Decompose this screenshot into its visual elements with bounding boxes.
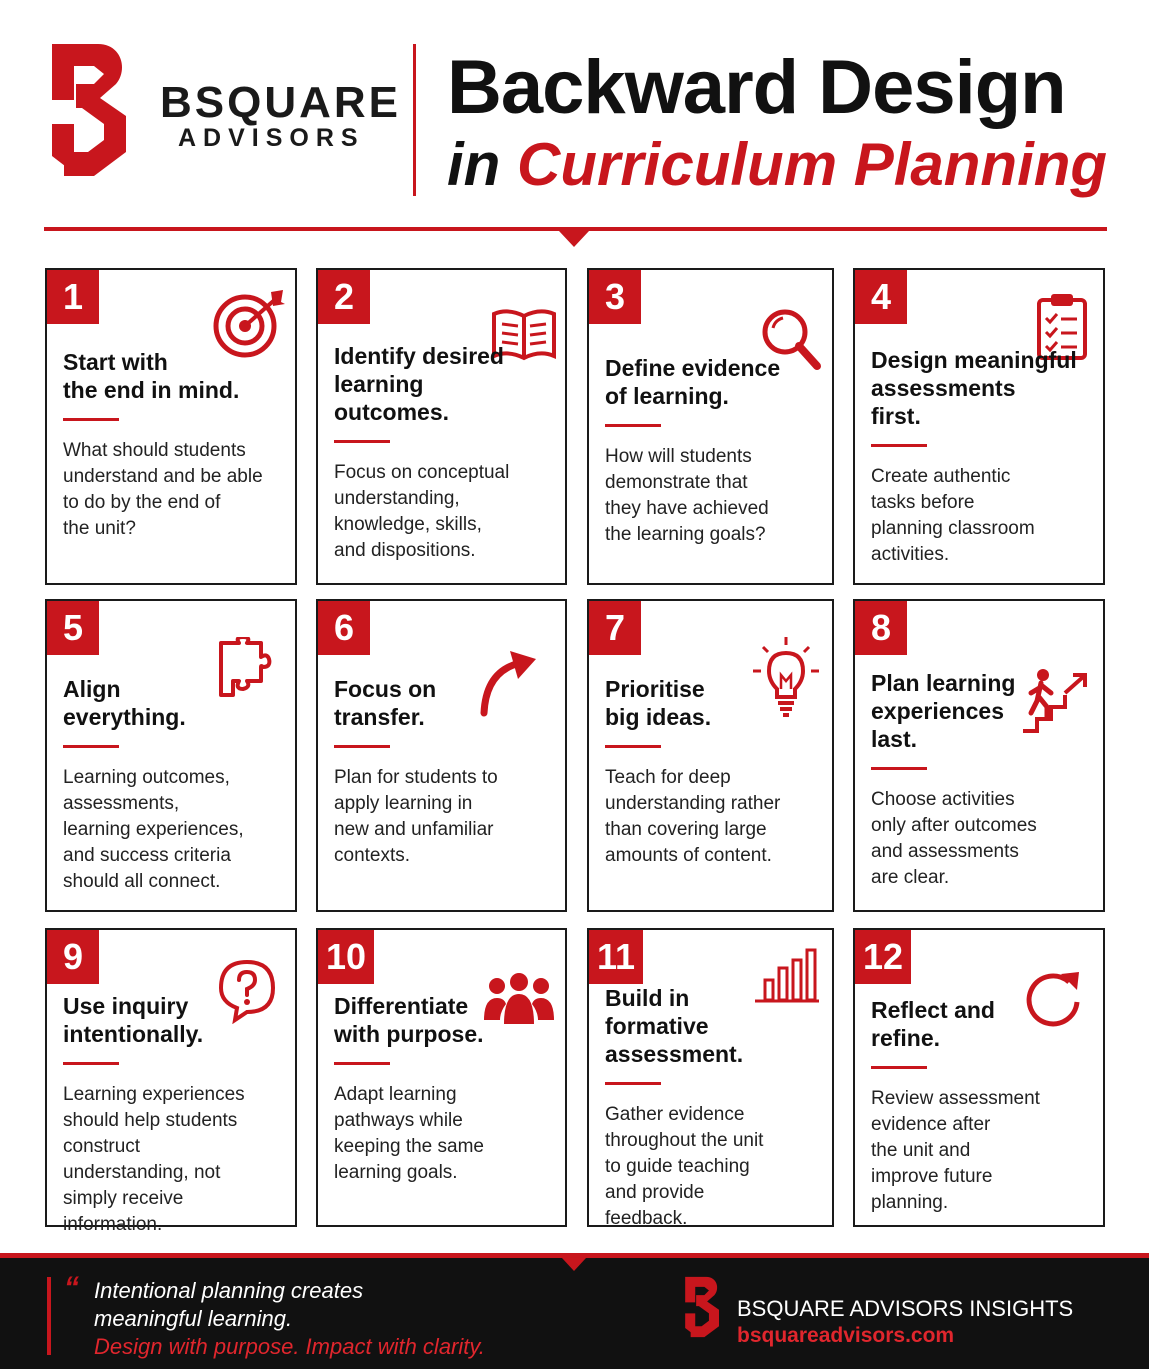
step-number-badge: 4 xyxy=(855,270,907,324)
card-description xyxy=(871,464,1093,568)
card-description-line: keeping the same xyxy=(334,1136,484,1157)
card-title xyxy=(63,348,239,404)
card-description-line: knowledge, skills, xyxy=(334,514,482,535)
card-title xyxy=(605,675,711,731)
card-description-line: feedback. xyxy=(605,1208,688,1229)
stairs-climber-icon xyxy=(1021,667,1089,737)
step-number-badge: 7 xyxy=(589,601,641,655)
footer-url-link[interactable]: bsquareadvisors.com xyxy=(737,1324,955,1347)
card-title-line: experiences xyxy=(871,698,1004,724)
card-title xyxy=(334,675,436,731)
card-divider xyxy=(63,1062,119,1065)
card-description xyxy=(63,1082,285,1238)
card-description-line: the unit? xyxy=(63,518,136,539)
card-description-line: contexts. xyxy=(334,845,411,866)
card-title xyxy=(334,992,484,1048)
card-description-line: to guide teaching xyxy=(605,1156,750,1177)
card-title-line: refine. xyxy=(871,1025,941,1051)
card-description-line: information. xyxy=(63,1214,163,1235)
card-description-line: planning classroom xyxy=(871,518,1035,539)
group-people-icon xyxy=(482,972,556,1024)
card-title-line: outcomes. xyxy=(334,399,450,425)
card-description xyxy=(334,460,555,564)
card-description-line: and success criteria xyxy=(63,845,231,866)
card-description-line: new and unfamiliar xyxy=(334,819,494,840)
card-description-line: Create authentic xyxy=(871,466,1011,487)
step-number-badge: 3 xyxy=(589,270,641,324)
card-step-10 xyxy=(316,928,567,1227)
card-description-line: Learning experiences xyxy=(63,1084,245,1105)
subtitle-prefix: in xyxy=(447,131,501,198)
card-description-line: understanding rather xyxy=(605,793,781,814)
card-title-line: learning xyxy=(334,371,424,397)
brand-name: BSQUARE xyxy=(160,78,402,127)
brand-sub: ADVISORS xyxy=(178,124,365,152)
card-description-line: understand and be able xyxy=(63,466,263,487)
step-number-badge: 1 xyxy=(47,270,99,324)
quote-line-3: Design with purpose. Impact with clarity. xyxy=(94,1334,485,1359)
card-title-line: formative xyxy=(605,1013,709,1039)
card-title-line: first. xyxy=(871,403,921,429)
card-step-8 xyxy=(853,599,1105,912)
card-description-line: the learning goals? xyxy=(605,524,766,545)
card-description xyxy=(334,765,555,869)
card-title-line: Design meaningful xyxy=(871,347,1077,373)
card-description xyxy=(871,787,1093,891)
bsquare-logo-icon xyxy=(48,40,134,180)
card-step-4 xyxy=(853,268,1105,585)
card-divider xyxy=(334,745,390,748)
card-description-line: Learning outcomes, xyxy=(63,767,230,788)
card-description-line: How will students xyxy=(605,446,752,467)
card-divider xyxy=(605,424,661,427)
question-bubble-icon xyxy=(217,958,277,1024)
header xyxy=(0,0,1149,250)
card-step-6 xyxy=(316,599,567,912)
card-step-7 xyxy=(587,599,834,912)
lightbulb-icon xyxy=(751,635,821,721)
card-description-line: Review assessment xyxy=(871,1088,1040,1109)
card-title-line: assessment. xyxy=(605,1041,744,1067)
card-title-line: assessments xyxy=(871,375,1016,401)
card-description-line: Focus on conceptual xyxy=(334,462,510,483)
card-title-line: Identify desired xyxy=(334,343,504,369)
card-description-line: What should students xyxy=(63,440,246,461)
card-title-line: intentionally. xyxy=(63,1021,204,1047)
card-title-line: with purpose. xyxy=(334,1021,484,1047)
card-description xyxy=(334,1082,555,1186)
card-step-9 xyxy=(45,928,297,1235)
step-number-badge: 12 xyxy=(855,930,911,984)
card-description-line: construct xyxy=(63,1136,141,1157)
card-description-line: are clear. xyxy=(871,867,950,888)
card-description-line: demonstrate that xyxy=(605,472,748,493)
card-description-line: only after outcomes xyxy=(871,815,1037,836)
card-description-line: apply learning in xyxy=(334,793,473,814)
card-description xyxy=(63,438,285,542)
curved-arrow-icon xyxy=(476,647,540,717)
header-divider xyxy=(413,44,416,196)
step-number-badge: 11 xyxy=(589,930,643,984)
card-step-2 xyxy=(316,268,567,585)
card-description-line: they have achieved xyxy=(605,498,769,519)
card-title xyxy=(871,669,1015,753)
card-description-line: to do by the end of xyxy=(63,492,221,513)
card-title-line: of learning. xyxy=(605,383,729,409)
page-subtitle xyxy=(447,130,1107,199)
card-description-line: activities. xyxy=(871,544,950,565)
card-step-1 xyxy=(45,268,297,585)
card-description xyxy=(871,1086,1093,1216)
card-description xyxy=(605,444,822,548)
card-description-line: assessments, xyxy=(63,793,180,814)
card-description-line: and dispositions. xyxy=(334,540,476,561)
step-number-badge: 6 xyxy=(318,601,370,655)
card-title-line: big ideas. xyxy=(605,704,712,730)
card-step-12 xyxy=(853,928,1105,1227)
card-description xyxy=(605,765,822,869)
card-divider xyxy=(63,418,119,421)
card-description-line: pathways while xyxy=(334,1110,463,1131)
card-divider xyxy=(334,1062,390,1065)
card-title-line: Build in xyxy=(605,985,690,1011)
quote-line-2: meaningful learning. xyxy=(94,1306,293,1331)
card-title xyxy=(871,996,995,1052)
card-description-line: understanding, xyxy=(334,488,460,509)
card-description-line: learning goals. xyxy=(334,1162,458,1183)
card-description-line: learning experiences, xyxy=(63,819,244,840)
card-description-line: should help students xyxy=(63,1110,238,1131)
card-description xyxy=(63,765,285,895)
card-description-line: Plan for students to xyxy=(334,767,498,788)
card-description-line: Choose activities xyxy=(871,789,1015,810)
header-notch xyxy=(559,231,589,247)
step-number-badge: 8 xyxy=(855,601,907,655)
card-description-line: Gather evidence xyxy=(605,1104,745,1125)
quote-mark-icon: “ xyxy=(64,1271,79,1304)
subtitle-highlight: Curriculum Planning xyxy=(517,131,1108,198)
card-description-line: planning. xyxy=(871,1192,949,1213)
card-title xyxy=(334,342,504,426)
card-title-line: Use inquiry xyxy=(63,993,189,1019)
card-description-line: Adapt learning xyxy=(334,1084,457,1105)
card-description-line: tasks before xyxy=(871,492,975,513)
card-title-line: Plan learning xyxy=(871,670,1016,696)
step-number-badge: 5 xyxy=(47,601,99,655)
card-title xyxy=(605,354,780,410)
quote-bar xyxy=(47,1277,51,1355)
card-description xyxy=(605,1102,822,1232)
step-number-badge: 9 xyxy=(47,930,99,984)
card-description-line: than covering large xyxy=(605,819,767,840)
footer xyxy=(0,1253,1149,1369)
card-divider xyxy=(605,1082,661,1085)
card-title xyxy=(871,346,1077,430)
card-divider xyxy=(871,444,927,447)
step-number-badge: 10 xyxy=(318,930,374,984)
card-divider xyxy=(871,767,927,770)
card-description-line: throughout the unit xyxy=(605,1130,764,1151)
card-title-line: the end in mind. xyxy=(63,377,240,403)
footer-brand: BSQUARE ADVISORS INSIGHTS xyxy=(737,1296,1074,1321)
card-divider xyxy=(334,440,390,443)
card-title-line: Differentiate xyxy=(334,993,469,1019)
puzzle-piece-icon xyxy=(217,637,281,703)
bar-chart-icon xyxy=(753,946,821,1004)
card-description-line: evidence after xyxy=(871,1114,991,1135)
card-title-line: Align xyxy=(63,676,121,702)
card-title-line: last. xyxy=(871,726,918,752)
footer-notch xyxy=(562,1258,586,1271)
card-title xyxy=(63,992,203,1048)
card-step-11 xyxy=(587,928,834,1227)
card-description-line: Teach for deep xyxy=(605,767,731,788)
card-step-5 xyxy=(45,599,297,912)
card-title-line: Reflect and xyxy=(871,997,995,1023)
card-description-line: and provide xyxy=(605,1182,705,1203)
card-divider xyxy=(871,1066,927,1069)
refresh-cycle-icon xyxy=(1021,968,1085,1030)
card-step-3 xyxy=(587,268,834,585)
card-title-line: Start with xyxy=(63,349,168,375)
card-title-line: Prioritise xyxy=(605,676,705,702)
card-title-line: Define evidence xyxy=(605,355,781,381)
card-divider xyxy=(605,745,661,748)
card-description-line: the unit and xyxy=(871,1140,971,1161)
step-number-badge: 2 xyxy=(318,270,370,324)
quote-line-1: Intentional planning creates xyxy=(94,1278,364,1303)
card-title-line: everything. xyxy=(63,704,186,730)
card-divider xyxy=(63,745,119,748)
card-description-line: and assessments xyxy=(871,841,1019,862)
card-description-line: understanding, not xyxy=(63,1162,221,1183)
card-title-line: Focus on xyxy=(334,676,437,702)
card-title xyxy=(605,984,743,1068)
page-title: Backward Design xyxy=(447,45,1066,130)
card-title-line: transfer. xyxy=(334,704,425,730)
card-description-line: improve future xyxy=(871,1166,993,1187)
footer-logo-icon xyxy=(683,1275,723,1339)
card-description-line: amounts of content. xyxy=(605,845,772,866)
card-description-line: should all connect. xyxy=(63,871,221,892)
card-title xyxy=(63,675,186,731)
card-description-line: simply receive xyxy=(63,1188,184,1209)
